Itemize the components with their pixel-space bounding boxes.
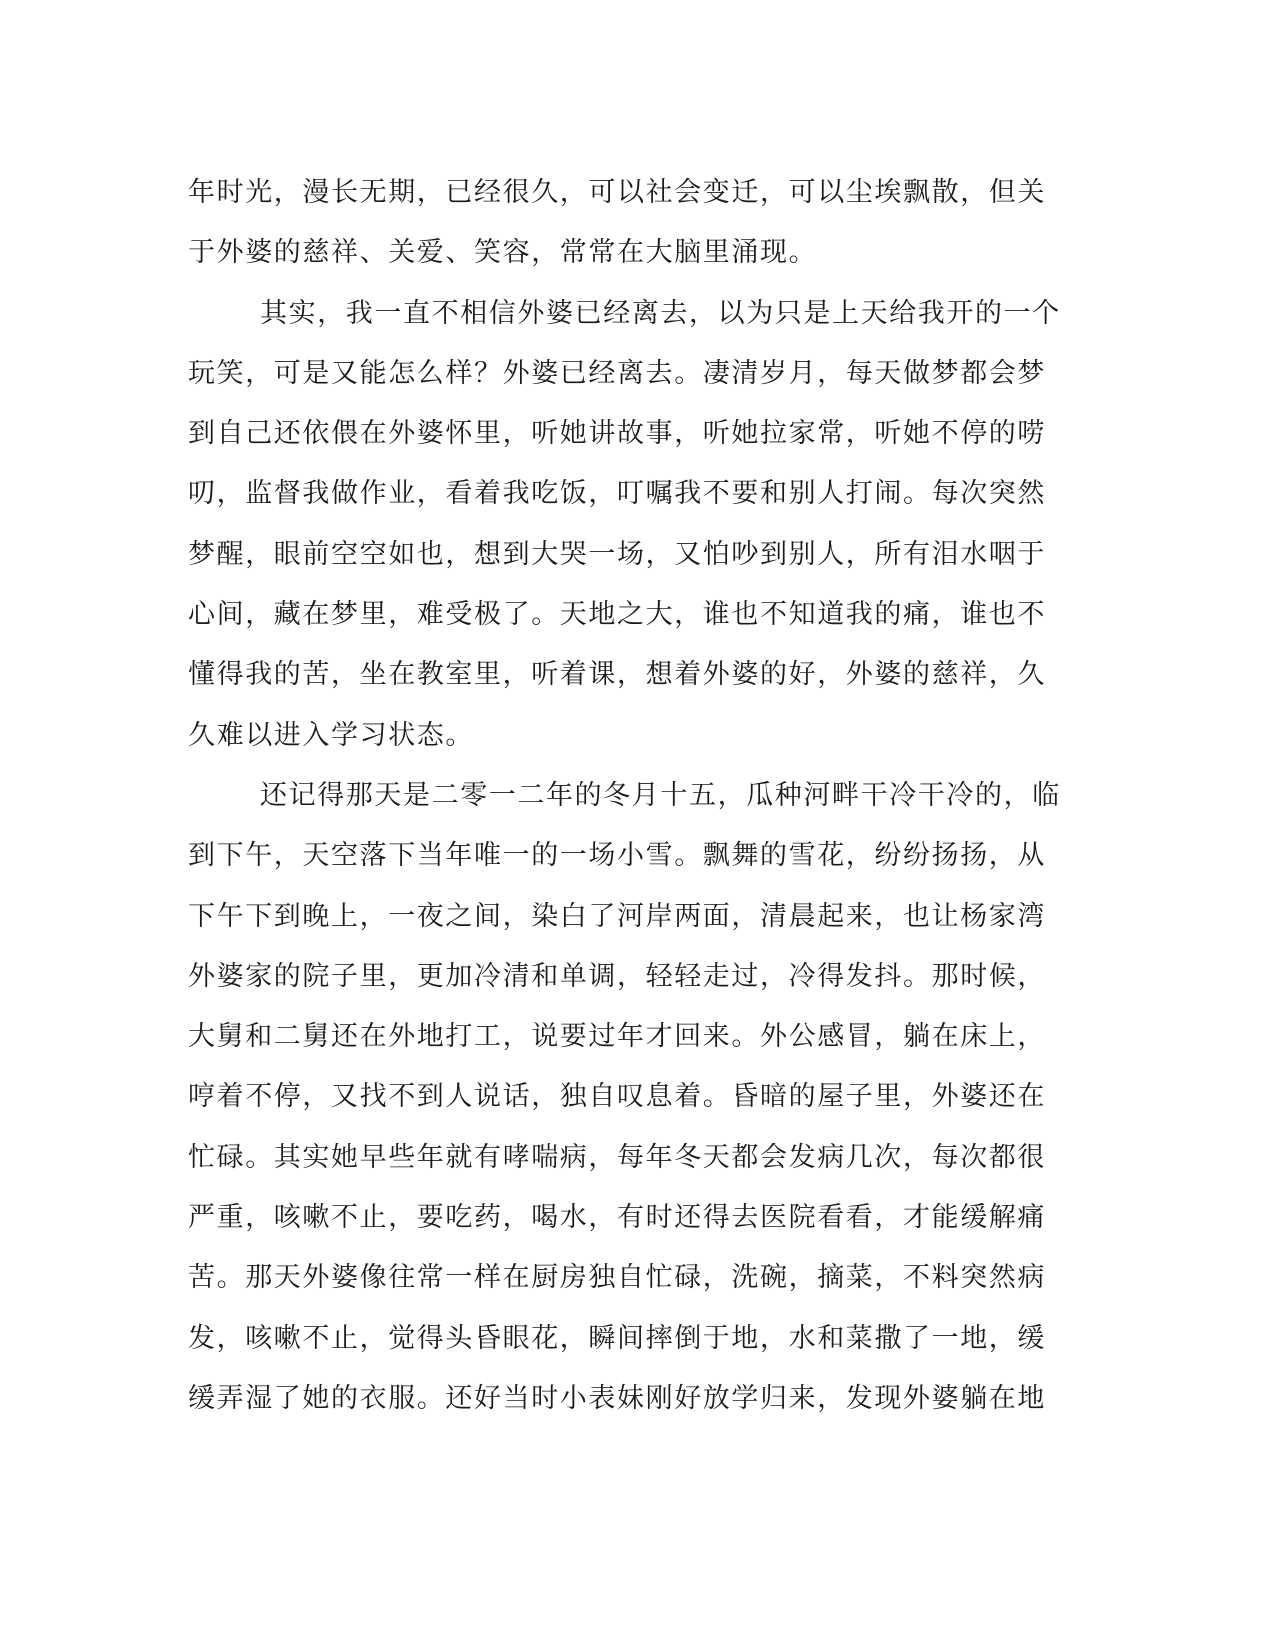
paragraph-3-line-9: 苦。那天外婆像往常一样在厨房独自忙碌，洗碗，摘菜，不料突然病: [188, 1262, 1046, 1294]
paragraph-3-line-2: 到下午，天空落下当年唯一的一场小雪。飘舞的雪花，纷纷扬扬，从: [188, 840, 1046, 872]
paragraph-2-line-4: 叨，监督我做作业，看着我吃饭，叮嘱我不要和别人打闹。每次突然: [188, 478, 1046, 510]
paragraph-3-line-6: 哼着不停，又找不到人说话，独自叹息着。昏暗的屋子里，外婆还在: [188, 1081, 1046, 1113]
paragraph-3-line-5: 大舅和二舅还在外地打工，说要过年才回来。外公感冒，躺在床上，: [188, 1021, 1046, 1053]
paragraph-3-line-8: 严重，咳嗽不止，要吃药，喝水，有时还得去医院看看，才能缓解痛: [188, 1202, 1046, 1234]
paragraph-1-line-1: 年时光，漫长无期，已经很久，可以社会变迁，可以尘埃飘散，但关: [188, 177, 1046, 208]
paragraph-3-line-7: 忙碌。其实她早些年就有哮喘病，每年冬天都会发病几次，每次都很: [188, 1141, 1046, 1173]
paragraph-3-line-11: 缓弄湿了她的衣服。还好当时小表妹刚好放学归来，发现外婆躺在地: [188, 1382, 1046, 1414]
paragraph-1-line-2: 于外婆的慈祥、关爱、笑容，常常在大脑里涌现。: [188, 237, 818, 269]
body-text: [188, 163, 1088, 1429]
paragraph-2-line-1: 其实，我一直不相信外婆已经离去，以为只是上天给我开的一个: [260, 297, 1061, 329]
paragraph-3-line-1: 还记得那天是二零一二年的冬月十五，瓜种河畔干冷干冷的，临: [260, 779, 1061, 811]
paragraph-2-line-8: 久难以进入学习状态。: [188, 719, 474, 751]
paragraph-3-line-10: 发，咳嗽不止，觉得头昏眼花，瞬间摔倒于地，水和菜撒了一地，缓: [188, 1322, 1046, 1354]
paragraph-3-line-3: 下午下到晚上，一夜之间，染白了河岸两面，清晨起来，也让杨家湾: [188, 900, 1046, 932]
paragraph-3-line-4: 外婆家的院子里，更加冷清和单调，轻轻走过，冷得发抖。那时候，: [188, 960, 1046, 992]
paragraph-2-line-3: 到自己还依偎在外婆怀里，听她讲故事，听她拉家常，听她不停的唠: [188, 418, 1046, 450]
paragraph-2-line-2: 玩笑，可是又能怎么样？外婆已经离去。凄清岁月，每天做梦都会梦: [188, 357, 1046, 389]
paragraph-2-line-6: 心间，藏在梦里，难受极了。天地之大，谁也不知道我的痛，谁也不: [188, 599, 1046, 631]
paragraph-2-line-5: 梦醒，眼前空空如也，想到大哭一场，又怕吵到别人，所有泪水咽于: [188, 538, 1046, 570]
paragraph-2-line-7: 懂得我的苦，坐在教室里，听着课，想着外婆的好，外婆的慈祥，久: [188, 659, 1046, 691]
